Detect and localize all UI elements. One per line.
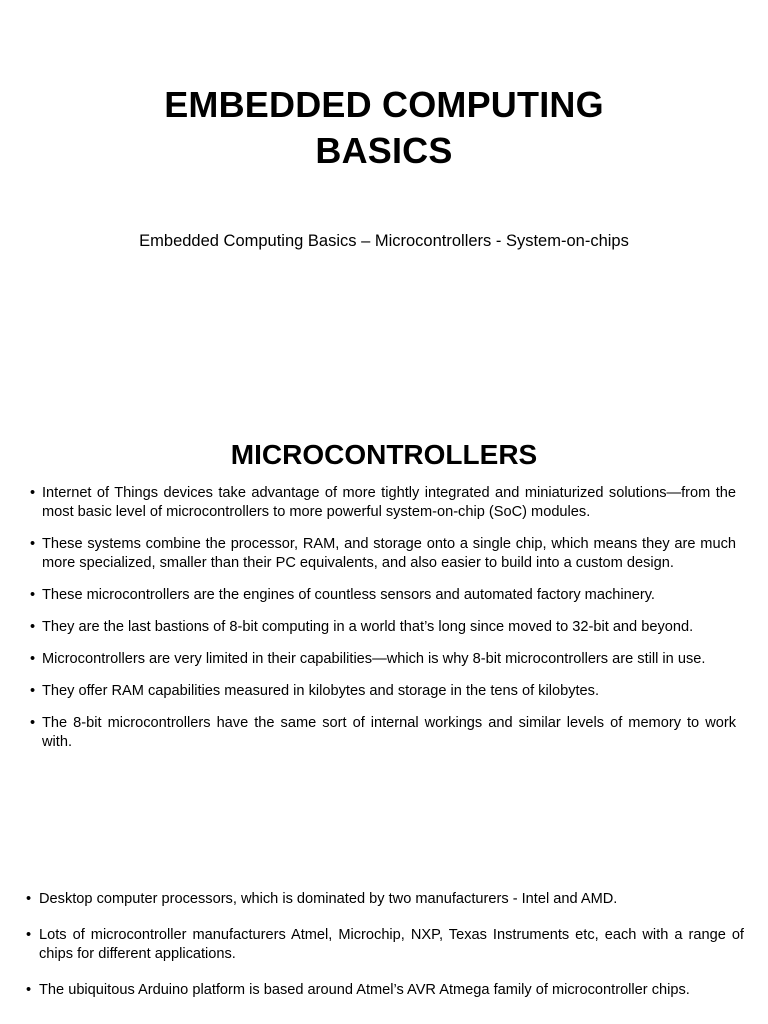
bullet-item <box>30 586 736 605</box>
slide-title-line-2: BASICS <box>315 130 453 171</box>
bullet-text: The 8-bit microcontrollers have the same sort of internal workings and similar levels of memory to work with. <box>42 715 736 750</box>
bullet-text: Microcontrollers are very limited in their capabilities—which is why 8-bit microcontrollers are still in use. <box>42 651 706 667</box>
bullet-icon: • <box>30 651 36 667</box>
slide-title <box>0 82 768 174</box>
bullet-text: The ubiquitous Arduino platform is based around Atmel’s AVR Atmega family of microcontroller chips. <box>39 982 690 998</box>
bullet-text: They offer RAM capabilities measured in kilobytes and storage in the tens of kilobytes. <box>42 683 600 699</box>
bullet-icon: • <box>30 683 36 699</box>
bullet-icon: • <box>30 619 36 635</box>
bullet-text: These systems combine the processor, RAM, and storage onto a single chip, which means they are much more specialized, smaller than their PC equivalents, and also easier to build into a custom design. <box>42 536 736 571</box>
bullet-text: Desktop computer processors, which is dominated by two manufacturers - Intel and AMD. <box>39 891 618 907</box>
bullet-icon: • <box>26 927 32 943</box>
bullet-item <box>30 682 736 701</box>
bullet-item <box>26 926 744 964</box>
bullet-icon: • <box>30 485 36 501</box>
bullet-icon: • <box>30 587 36 603</box>
bullet-item <box>26 890 744 909</box>
bullet-item <box>30 618 736 637</box>
bullet-icon: • <box>26 891 32 907</box>
bullet-icon: • <box>30 715 36 731</box>
bullet-item <box>30 535 736 573</box>
slide-subtitle: Embedded Computing Basics – Microcontrollers - System-on-chips <box>139 232 629 250</box>
bullet-list <box>26 890 744 1017</box>
bullet-item <box>30 714 736 752</box>
bullet-item <box>26 981 744 1000</box>
slide-title-line-1: EMBEDDED COMPUTING <box>164 84 604 125</box>
microcontrollers-slide <box>0 384 768 850</box>
bullet-text: These microcontrollers are the engines of countless sensors and automated factory machinery. <box>42 587 655 603</box>
bullet-text: They are the last bastions of 8-bit computing in a world that’s long since moved to 32-bit and beyond. <box>42 619 694 635</box>
bullet-icon: • <box>30 536 36 552</box>
bullet-item <box>30 650 736 669</box>
bullet-text: Internet of Things devices take advantage of more tightly integrated and miniaturized solutions—from the most basic level of microcontrollers to more powerful system-on-chip (SoC) modules. <box>42 485 736 520</box>
manufacturers-slide <box>0 850 768 1024</box>
bullet-icon: • <box>26 982 32 998</box>
bullet-item <box>30 484 736 522</box>
section-heading: MICROCONTROLLERS <box>230 439 538 470</box>
bullet-list <box>30 484 736 765</box>
title-slide <box>0 0 768 384</box>
bullet-text: Lots of microcontroller manufacturers Atmel, Microchip, NXP, Texas Instruments etc, each with a range of chips for different applications. <box>39 927 744 962</box>
